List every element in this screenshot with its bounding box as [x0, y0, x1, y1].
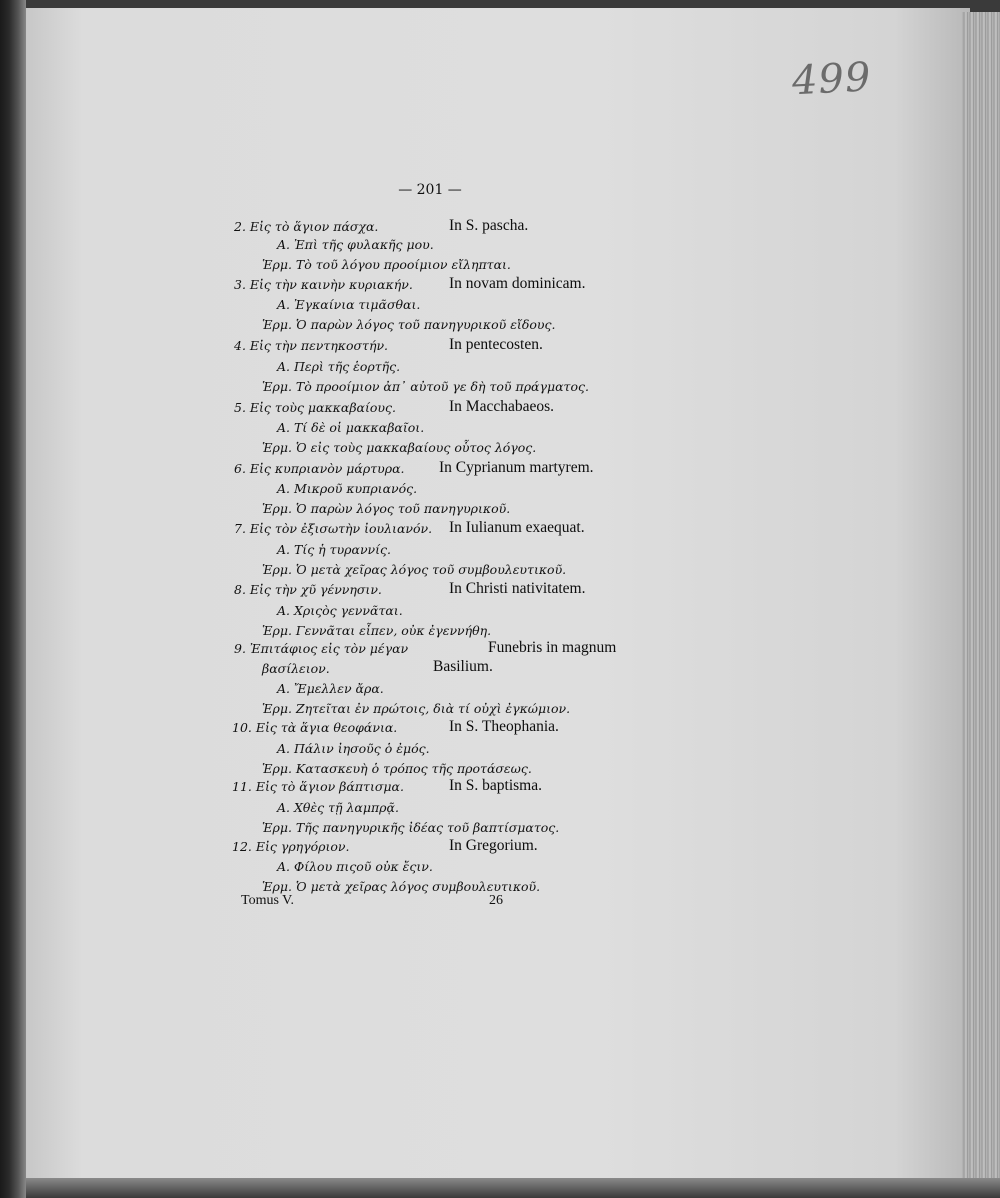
entry-hermeneia: Ἑρμ. Κατασκευὴ ὁ τρόπος τῆς προτάσεως. — [262, 761, 532, 776]
entry-incipit: Α. Πάλιν ἰησοῦς ὁ ἐμός. — [277, 741, 430, 756]
page-number: — 201 — — [398, 182, 462, 198]
entry-greek-title: 3. Εἰς τὴν καινὴν κυριακήν. — [234, 277, 413, 292]
entry-incipit: Α. Χριςὸς γεννᾶται. — [277, 603, 403, 618]
entry-hermeneia: Ἑρμ. Τὸ προοίμιον ἀπ᾽ αὐτοῦ γε δὴ τοῦ πράγματος. — [262, 379, 589, 394]
entry-greek-title: 8. Εἰς τὴν χῦ γέννησιν. — [234, 582, 382, 597]
entry-latin-title: In Cyprianum martyrem. — [439, 459, 594, 476]
entry-greek-title: 4. Εἰς τὴν πεντηκοστήν. — [234, 338, 389, 353]
entry-latin-title: In Christi nativitatem. — [449, 580, 586, 597]
entry-incipit: Α. Ἐπὶ τῆς φυλακῆς μου. — [277, 237, 434, 252]
entry-latin-title: In S. pascha. — [449, 217, 529, 234]
entry-greek-title: 7. Εἰς τὸν ἐξισωτὴν ἰουλιανόν. — [234, 521, 433, 536]
entry-latin-title-continued: Basilium. — [433, 658, 493, 675]
handwritten-folio-number: 499 — [790, 54, 873, 105]
entry-latin-title: In Iulianum exaequat. — [449, 519, 585, 536]
entry-hermeneia: Ἑρμ. Ὁ μετὰ χεῖρας λόγος συμβουλευτικοῦ. — [262, 879, 541, 894]
entry-greek-title: 11. Εἰς τὸ ἅγιον βάπτισμα. — [232, 779, 404, 794]
entry-incipit: Α. Φίλου πιςοῦ οὐκ ἔςιν. — [277, 859, 433, 874]
entry-incipit: Α. Ἐγκαίνια τιμᾶσθαι. — [277, 297, 421, 312]
entry-latin-title: In S. Theophania. — [449, 718, 559, 735]
entry-latin-title: In pentecosten. — [449, 336, 543, 353]
entry-incipit: Α. Χθὲς τῇ λαμπρᾷ. — [277, 800, 399, 815]
entry-greek-title: 9. Ἐπιτάφιος εἰς τὸν μέγαν — [234, 641, 409, 656]
entry-greek-title: 2. Εἰς τὸ ἅγιον πάσχα. — [234, 219, 379, 234]
entry-hermeneia: Ἑρμ. Τῆς πανηγυρικῆς ἰδέας τοῦ βαπτίσματος. — [262, 820, 560, 835]
entry-incipit: Α. Τίς ἡ τυραννίς. — [277, 542, 392, 557]
entry-greek-title: 6. Εἰς κυπριανὸν μάρτυρα. — [234, 461, 405, 476]
entry-hermeneia: Ἑρμ. Ὁ παρὼν λόγος τοῦ πανηγυρικοῦ. — [262, 501, 511, 516]
entry-incipit: Α. Μικροῦ κυπριανός. — [277, 481, 418, 496]
entry-latin-title: In S. baptisma. — [449, 777, 542, 794]
entry-hermeneia: Ἑρμ. Ζητεῖται ἐν πρώτοις, διὰ τί οὐχὶ ἐγκώμιον. — [262, 701, 571, 716]
entry-hermeneia: Ἑρμ. Γεννᾶται εἶπεν, οὐκ ἐγεννήθη. — [262, 623, 492, 638]
entry-incipit: Α. Ἔμελλεν ἄρα. — [277, 681, 384, 696]
signature-mark: 26 — [489, 893, 503, 908]
entry-greek-title-continued: βασίλειον. — [262, 661, 330, 676]
entry-latin-title: Funebris in magnum — [488, 639, 617, 656]
entry-incipit: Α. Τί δὲ οἱ μακκαβαῖοι. — [277, 420, 425, 435]
entry-greek-title: 10. Εἰς τὰ ἅγια θεοφάνια. — [232, 720, 398, 735]
entry-latin-title: In novam dominicam. — [449, 275, 586, 292]
entry-greek-title: 5. Εἰς τοὺς μακκαβαίους. — [234, 400, 396, 415]
entry-greek-title: 12. Εἰς γρηγόριον. — [232, 839, 350, 854]
entry-latin-title: In Macchabaeos. — [449, 398, 555, 415]
entry-latin-title: In Gregorium. — [449, 837, 538, 854]
entry-hermeneia: Ἑρμ. Τὸ τοῦ λόγου προοίμιον εἴληπται. — [262, 257, 511, 272]
entry-hermeneia: Ἑρμ. Ὁ παρὼν λόγος τοῦ πανηγυρικοῦ εἴδους. — [262, 317, 556, 332]
entry-hermeneia: Ἑρμ. Ὁ εἰς τοὺς μακκαβαίους οὗτος λόγος. — [262, 440, 537, 455]
volume-label: Tomus V. — [241, 893, 294, 908]
entry-incipit: Α. Περὶ τῆς ἑορτῆς. — [277, 359, 401, 374]
entry-hermeneia: Ἑρμ. Ὁ μετὰ χεῖρας λόγος τοῦ συμβουλευτικοῦ. — [262, 562, 567, 577]
